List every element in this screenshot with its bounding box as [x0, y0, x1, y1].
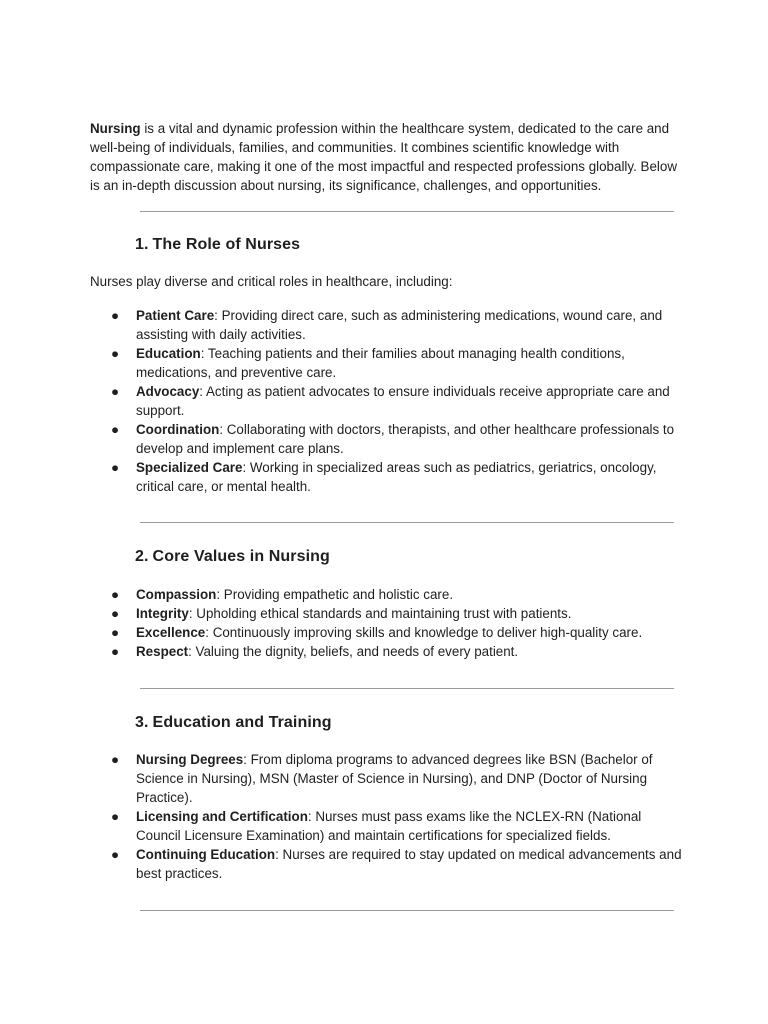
bullet-icon: ● — [111, 384, 120, 399]
list-item — [0, 344, 768, 382]
section-number: 3. — [135, 714, 149, 731]
horizontal-rule — [140, 522, 674, 523]
item-text: : Providing direct care, such as administering medications, wound care, and assisting with daily activities. — [136, 308, 663, 342]
list-item — [0, 306, 768, 344]
list-item — [0, 845, 768, 883]
item-text: : Nurses are required to stay updated on medical advancements and best practices. — [136, 847, 682, 881]
item-term: Excellence — [136, 625, 206, 640]
item-text: : Providing empathetic and holistic care. — [216, 587, 454, 602]
section-number: 2. — [135, 548, 149, 565]
horizontal-rule — [140, 211, 674, 212]
item-term: Patient Care — [136, 308, 215, 323]
bullet-list-education — [0, 750, 768, 883]
item-text: : Acting as patient advocates to ensure individuals receive appropriate care and support. — [136, 384, 670, 418]
section-number: 1. — [135, 236, 149, 253]
list-item — [0, 750, 768, 807]
section-heading-role-of-nurses — [135, 236, 300, 254]
section-title: The Role of Nurses — [152, 236, 301, 253]
bullet-icon: ● — [111, 587, 120, 602]
horizontal-rule — [140, 688, 674, 689]
bullet-list-core-values — [0, 585, 768, 661]
section-heading-core-values — [135, 548, 330, 566]
item-term: Nursing Degrees — [136, 752, 244, 767]
bullet-icon: ● — [111, 308, 120, 323]
bullet-icon: ● — [111, 644, 120, 659]
list-item — [0, 458, 768, 496]
section-title: Core Values in Nursing — [152, 548, 330, 565]
bullet-icon: ● — [111, 752, 120, 767]
item-text: : Teaching patients and their families about managing health conditions, medications, and preventive care. — [136, 346, 625, 380]
list-item — [0, 604, 768, 623]
intro-term: Nursing — [90, 121, 141, 137]
list-item — [0, 642, 768, 661]
bullet-icon: ● — [111, 422, 120, 437]
list-item — [0, 585, 768, 604]
list-item — [0, 420, 768, 458]
list-item — [0, 382, 768, 420]
item-term: Licensing and Certification — [136, 809, 308, 824]
item-term: Continuing Education — [136, 847, 276, 862]
intro-text: is a vital and dynamic profession within the healthcare system, dedicated to the care and well-being of individuals, families, and communities. It combines scientific knowledge with compassionate care, making it one of the most impactful and respected professions globally. Below is an in-depth discussion about nursing, its significance, challenges, and opportunities. — [90, 121, 678, 194]
item-text: : Working in specialized areas such as pediatrics, geriatrics, oncology, critical care, or mental health. — [136, 460, 657, 494]
item-term: Compassion — [136, 587, 217, 602]
section-heading-education-training — [135, 714, 332, 732]
item-term: Coordination — [136, 422, 220, 437]
bullet-icon: ● — [111, 847, 120, 862]
item-term: Specialized Care — [136, 460, 243, 475]
list-item — [0, 807, 768, 845]
bullet-icon: ● — [111, 625, 120, 640]
item-term: Education — [136, 346, 201, 361]
bullet-list-roles — [0, 306, 768, 496]
item-text: : Continuously improving skills and knowledge to deliver high-quality care. — [205, 625, 643, 640]
horizontal-rule — [140, 910, 674, 911]
bullet-icon: ● — [111, 460, 120, 475]
item-text: : Valuing the dignity, beliefs, and needs of every patient. — [188, 644, 519, 659]
section-title: Education and Training — [152, 714, 332, 731]
item-text: : Nurses must pass exams like the NCLEX-RN (National Council Licensure Examination) and maintain certifications for specialized fields. — [136, 809, 642, 843]
bullet-icon: ● — [111, 809, 120, 824]
intro-paragraph — [90, 119, 690, 195]
list-item — [0, 623, 768, 642]
bullet-icon: ● — [111, 606, 120, 621]
bullet-icon: ● — [111, 346, 120, 361]
item-term: Advocacy — [136, 384, 200, 399]
item-text: : From diploma programs to advanced degrees like BSN (Bachelor of Science in Nursing), MSN (Master of Science in Nursing), and DNP (Doctor of Nursing Practice). — [136, 752, 653, 805]
item-term: Respect — [136, 644, 189, 659]
item-term: Integrity — [136, 606, 189, 621]
section-lead: Nurses play diverse and critical roles in healthcare, including: — [90, 274, 453, 289]
item-text: : Collaborating with doctors, therapists, and other healthcare professionals to develop and implement care plans. — [136, 422, 675, 456]
item-text: : Upholding ethical standards and maintaining trust with patients. — [188, 606, 572, 621]
